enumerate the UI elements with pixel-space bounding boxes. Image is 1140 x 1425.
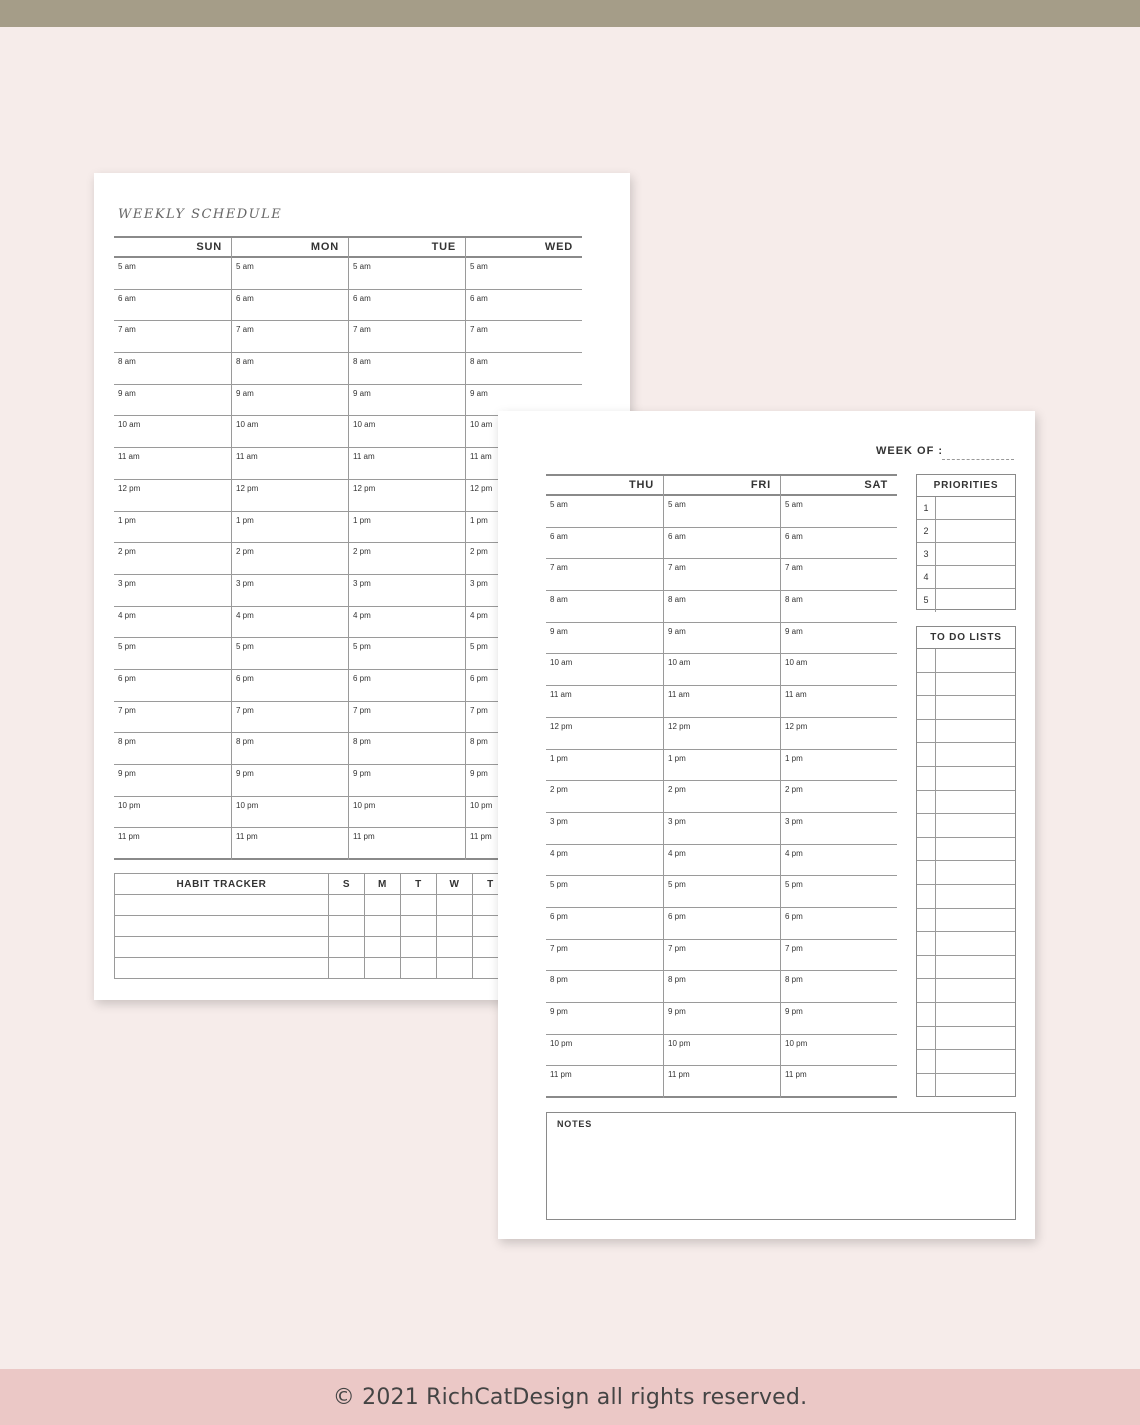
habit-cell [115,937,329,958]
todo-row [917,909,1015,933]
time-slot: 7 pm [114,702,231,734]
time-slot: 2 pm [466,543,582,575]
time-slot: 8 am [664,591,780,623]
time-slot: 9 am [546,623,663,655]
time-slot: 4 pm [781,845,897,877]
right-schedule-grid [546,474,897,1098]
time-slot: 2 pm [349,543,465,575]
time-slot: 11 pm [546,1066,663,1098]
time-slot: 2 pm [546,781,663,813]
time-slot: 11 pm [781,1066,897,1098]
time-slot: 10 pm [781,1035,897,1067]
time-slot: 8 am [349,353,465,385]
habit-row [115,937,509,958]
time-slot: 5 am [232,258,348,290]
time-slot: 5 pm [546,876,663,908]
time-slot: 11 am [546,686,663,718]
habit-tracker-title: HABIT TRACKER [115,874,329,895]
time-slot: 8 pm [114,733,231,765]
day-header: SAT [781,476,897,496]
time-slot: 7 am [781,559,897,591]
time-slot: 6 am [349,290,465,322]
time-slot: 5 am [349,258,465,290]
habit-cell [329,895,365,916]
time-slot: 1 pm [664,750,780,782]
habit-cell [437,937,473,958]
time-slot: 5 pm [781,876,897,908]
todo-checkbox-cell [917,720,936,743]
todo-row [917,932,1015,956]
time-slot: 4 pm [349,607,465,639]
time-slot: 7 pm [781,940,897,972]
time-slot: 4 pm [466,607,582,639]
time-slot: 6 am [114,290,231,322]
time-slot: 10 am [781,654,897,686]
time-slot: 6 am [664,528,780,560]
time-slot: 6 am [781,528,897,560]
todo-box [916,626,1016,1097]
time-slot: 5 pm [232,638,348,670]
time-slot: 9 pm [664,1003,780,1035]
time-slot: 3 pm [114,575,231,607]
time-slot: 8 am [466,353,582,385]
time-slot: 3 pm [546,813,663,845]
todo-row [917,956,1015,980]
todo-row [917,885,1015,909]
todo-checkbox-cell [917,696,936,719]
habit-cell [365,958,401,979]
todo-row [917,838,1015,862]
time-slot: 11 am [114,448,231,480]
time-slot: 10 am [349,416,465,448]
time-slot: 9 pm [546,1003,663,1035]
time-slot: 9 am [466,385,582,417]
time-slot: 11 am [349,448,465,480]
todo-checkbox-cell [917,814,936,837]
time-slot: 10 am [466,416,582,448]
time-slot: 4 pm [114,607,231,639]
day-header: SUN [114,238,231,258]
habit-cell [437,916,473,937]
priorities-title: PRIORITIES [917,475,1015,497]
time-slot: 11 pm [466,828,582,860]
habit-day-header: W [437,874,473,895]
priority-row [917,497,1015,520]
time-slot: 3 pm [232,575,348,607]
time-slot: 11 pm [114,828,231,860]
time-slot: 10 pm [664,1035,780,1067]
todo-row [917,791,1015,815]
time-slot: 12 pm [664,718,780,750]
time-slot: 10 am [546,654,663,686]
time-slot: 10 am [664,654,780,686]
time-slot: 1 pm [466,512,582,544]
copyright-footer: © 2021 RichCatDesign all rights reserved. [0,1369,1140,1425]
time-slot: 8 pm [466,733,582,765]
todo-checkbox-cell [917,838,936,861]
todo-checkbox-cell [917,649,936,672]
priority-number: 3 [917,543,936,565]
weekly-schedule-title: WEEKLY SCHEDULE [118,207,283,222]
time-slot: 7 pm [232,702,348,734]
habit-tracker-table [114,873,509,979]
time-slot: 11 pm [232,828,348,860]
time-slot: 12 pm [232,480,348,512]
time-slot: 7 am [664,559,780,591]
time-slot: 1 pm [114,512,231,544]
time-slot: 3 pm [466,575,582,607]
habit-cell [401,937,437,958]
priorities-box [916,474,1016,610]
habit-cell [401,895,437,916]
time-slot: 8 pm [232,733,348,765]
time-slot: 7 pm [546,940,663,972]
day-header: FRI [664,476,780,496]
todo-row [917,979,1015,1003]
time-slot: 11 pm [349,828,465,860]
time-slot: 6 pm [232,670,348,702]
day-header: TUE [349,238,465,258]
todo-row [917,814,1015,838]
time-slot: 9 pm [114,765,231,797]
time-slot: 5 pm [349,638,465,670]
habit-day-header: M [365,874,401,895]
time-slot: 9 pm [466,765,582,797]
time-slot: 11 am [466,448,582,480]
time-slot: 9 am [664,623,780,655]
time-slot: 3 pm [781,813,897,845]
time-slot: 6 am [232,290,348,322]
time-slot: 6 pm [781,908,897,940]
time-slot: 12 pm [349,480,465,512]
time-slot: 9 am [781,623,897,655]
time-slot: 10 pm [232,797,348,829]
time-slot: 1 pm [781,750,897,782]
priority-row [917,520,1015,543]
time-slot: 1 pm [232,512,348,544]
time-slot: 6 pm [349,670,465,702]
time-slot: 12 pm [546,718,663,750]
time-slot: 9 am [232,385,348,417]
todo-row [917,1003,1015,1027]
time-slot: 5 pm [664,876,780,908]
time-slot: 5 am [781,496,897,528]
habit-cell [365,937,401,958]
time-slot: 7 am [546,559,663,591]
todo-checkbox-cell [917,956,936,979]
time-slot: 10 am [114,416,231,448]
todo-checkbox-cell [917,1050,936,1073]
time-slot: 9 pm [232,765,348,797]
day-header: THU [546,476,663,496]
habit-row [115,916,509,937]
todo-row [917,1074,1015,1098]
habit-cell [329,958,365,979]
todo-title: TO DO LISTS [917,627,1015,649]
todo-row [917,767,1015,791]
time-slot: 10 pm [546,1035,663,1067]
time-slot: 5 pm [466,638,582,670]
time-slot: 11 am [232,448,348,480]
todo-checkbox-cell [917,791,936,814]
day-column [663,476,780,1098]
todo-checkbox-cell [917,885,936,908]
weekly-schedule-page-2 [498,411,1035,1239]
time-slot: 6 pm [466,670,582,702]
time-slot: 6 pm [546,908,663,940]
time-slot: 10 pm [114,797,231,829]
time-slot: 1 pm [546,750,663,782]
time-slot: 2 pm [781,781,897,813]
time-slot: 8 pm [664,971,780,1003]
time-slot: 5 am [546,496,663,528]
time-slot: 4 pm [664,845,780,877]
time-slot: 8 am [781,591,897,623]
time-slot: 9 pm [781,1003,897,1035]
time-slot: 1 pm [349,512,465,544]
habit-cell [437,958,473,979]
time-slot: 4 pm [546,845,663,877]
day-header: WED [466,238,582,258]
habit-day-header: T [473,874,509,895]
time-slot: 8 pm [781,971,897,1003]
todo-checkbox-cell [917,1074,936,1098]
top-color-bar [0,0,1140,27]
priority-number: 2 [917,520,936,542]
habit-cell [115,958,329,979]
time-slot: 7 pm [664,940,780,972]
time-slot: 12 pm [114,480,231,512]
habit-cell [401,958,437,979]
todo-checkbox-cell [917,743,936,766]
time-slot: 2 pm [664,781,780,813]
time-slot: 6 pm [664,908,780,940]
priority-number: 4 [917,566,936,588]
notes-title: NOTES [557,1119,593,1129]
day-column [546,476,663,1098]
priority-row [917,566,1015,589]
time-slot: 10 pm [349,797,465,829]
time-slot: 12 pm [466,480,582,512]
time-slot: 5 am [664,496,780,528]
time-slot: 6 am [546,528,663,560]
time-slot: 8 pm [349,733,465,765]
todo-row [917,861,1015,885]
day-header: MON [232,238,348,258]
habit-cell [115,916,329,937]
time-slot: 9 am [349,385,465,417]
time-slot: 11 am [781,686,897,718]
time-slot: 7 am [232,321,348,353]
time-slot: 9 pm [349,765,465,797]
day-column [231,238,348,860]
time-slot: 12 pm [781,718,897,750]
habit-row [115,958,509,979]
todo-row [917,649,1015,673]
habit-cell [329,916,365,937]
time-slot: 8 am [232,353,348,385]
time-slot: 3 pm [349,575,465,607]
priority-number: 1 [917,497,936,519]
time-slot: 2 pm [232,543,348,575]
habit-row [115,895,509,916]
time-slot: 11 pm [664,1066,780,1098]
time-slot: 6 am [466,290,582,322]
notes-box [546,1112,1016,1220]
time-slot: 7 am [114,321,231,353]
time-slot: 8 am [546,591,663,623]
todo-row [917,673,1015,697]
time-slot: 5 am [114,258,231,290]
todo-row [917,1050,1015,1074]
time-slot: 11 am [664,686,780,718]
week-of-line [942,459,1014,460]
habit-cell [365,895,401,916]
priority-row [917,543,1015,566]
time-slot: 5 am [466,258,582,290]
time-slot: 7 am [466,321,582,353]
todo-row [917,743,1015,767]
todo-row [917,1027,1015,1051]
todo-checkbox-cell [917,909,936,932]
habit-day-header: T [401,874,437,895]
time-slot: 5 pm [114,638,231,670]
habit-cell [365,916,401,937]
todo-checkbox-cell [917,979,936,1002]
time-slot: 6 pm [114,670,231,702]
time-slot: 3 pm [664,813,780,845]
time-slot: 8 pm [546,971,663,1003]
time-slot: 4 pm [232,607,348,639]
habit-cell [401,916,437,937]
habit-cell [329,937,365,958]
todo-checkbox-cell [917,1027,936,1050]
priority-number: 5 [917,589,936,612]
time-slot: 7 pm [349,702,465,734]
day-column [780,476,897,1098]
time-slot: 10 am [232,416,348,448]
todo-checkbox-cell [917,767,936,790]
day-column [348,238,465,860]
todo-row [917,720,1015,744]
habit-cell [437,895,473,916]
day-column [114,238,231,860]
todo-checkbox-cell [917,861,936,884]
time-slot: 7 pm [466,702,582,734]
todo-checkbox-cell [917,673,936,696]
time-slot: 7 am [349,321,465,353]
time-slot: 10 pm [466,797,582,829]
habit-day-header: S [329,874,365,895]
week-of-label: WEEK OF : [876,445,944,457]
todo-checkbox-cell [917,932,936,955]
todo-checkbox-cell [917,1003,936,1026]
time-slot: 2 pm [114,543,231,575]
todo-row [917,696,1015,720]
habit-cell [115,895,329,916]
time-slot: 9 am [114,385,231,417]
priority-row [917,589,1015,612]
time-slot: 8 am [114,353,231,385]
